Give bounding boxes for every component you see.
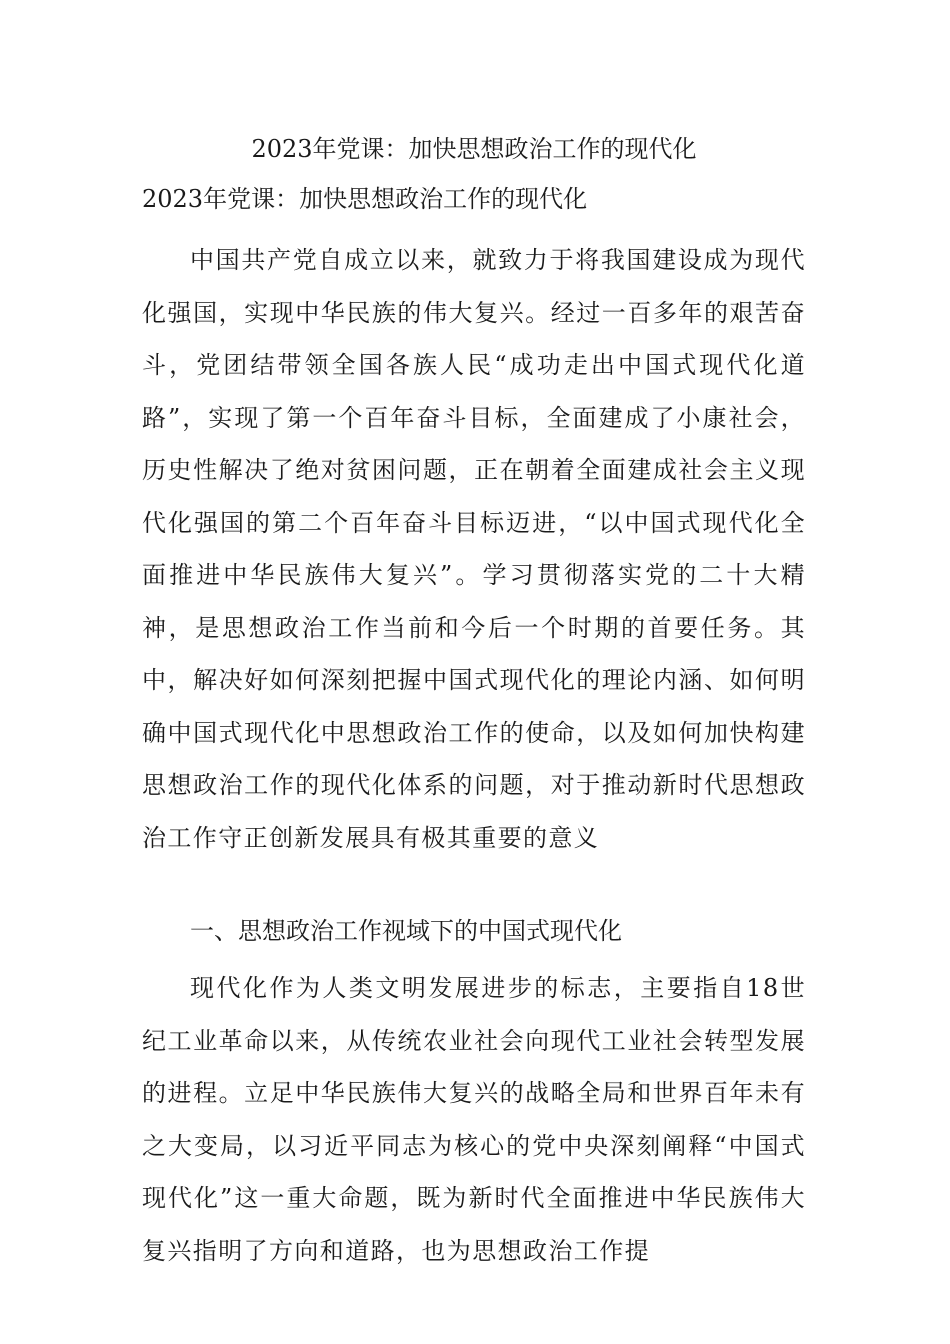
intro-paragraph: 中国共产党自成立以来，就致力于将我国建设成为现代化强国，实现中华民族的伟大复兴。经过一百多年的艰苦奋斗，党团结带领全国各族人民“成功走出中国式现代化道路”，实现了第一个百年奋斗目标，全面建成了小康社会，历史性解决了绝对贫困问题，正在朝着全面建成社会主义现代化强国的第二个百年奋斗目标迈进，“以中国式现代化全面推进中华民族伟大复兴”。学习贯彻落实党的二十大精神，是思想政治工作当前和今后一个时期的首要任务。其中，解决好如何深刻把握中国式现代化的理论内涵、如何明确中国式现代化中思想政治工作的使命，以及如何加快构建思想政治工作的现代化体系的问题，对于推动新时代思想政治工作守正创新发展具有极其重要的意义 xyxy=(142,246,806,852)
spacer xyxy=(142,864,806,906)
section-1-paragraph: 现代化作为人类文明发展进步的标志，主要指自18世纪工业革命以来，从传统农业社会向现代工业社会转型发展的进程。立足中华民族伟大复兴的战略全局和世界百年未有之大变局，以习近平同志为核心的党中央深刻阐释“中国式现代化”这一重大命题，既为新时代全面推进中华民族伟大复兴指明了方向和道路，也为思想政治工作提 xyxy=(142,974,806,1265)
document-body xyxy=(142,124,806,1277)
document-title: 2023年党课：加快思想政治工作的现代化 xyxy=(251,135,697,163)
section-heading-1: 一、思想政治工作视域下的中国式现代化 xyxy=(190,917,622,945)
spacer xyxy=(142,224,806,234)
document-subtitle: 2023年党课：加快思想政治工作的现代化 xyxy=(142,185,588,213)
